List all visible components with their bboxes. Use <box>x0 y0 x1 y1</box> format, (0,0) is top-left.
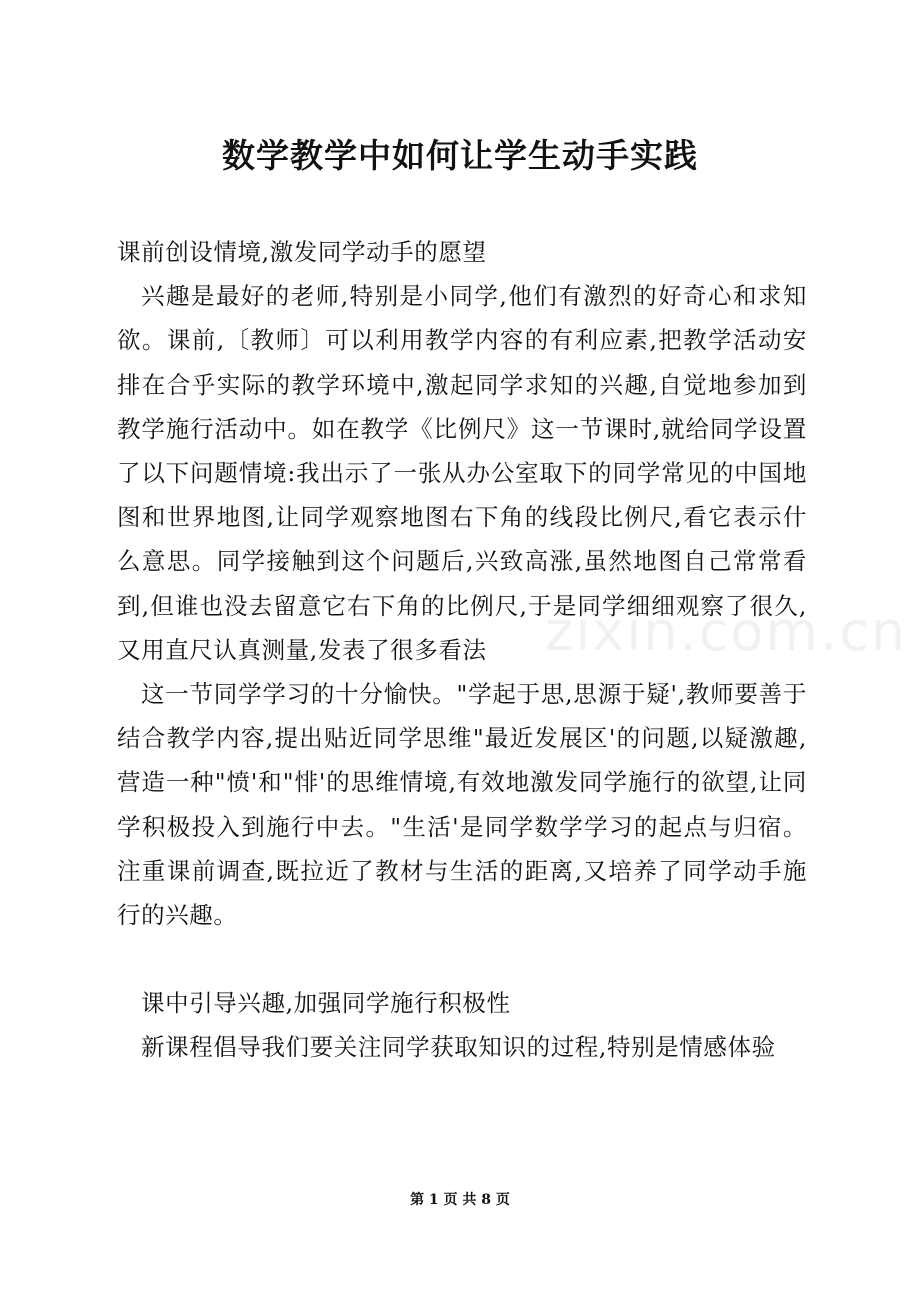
paragraph-spacer <box>117 937 807 981</box>
section-heading-1: 课前创设情境,激发同学动手的愿望 <box>117 238 487 266</box>
page-footer: 第 1 页 共 8 页 <box>410 1192 510 1208</box>
document-title: 数学教学中如何让学生动手实践 <box>222 136 698 175</box>
paragraph-1: 兴趣是最好的老师,特别是小同学,他们有激烈的好奇心和求知欲。课前,〔教师〕可以利用教学内容的有利应素,把教学活动安排在合乎实际的教学环境中,激起同学求知的兴趣,自觉地参加到教学施行活动中。如在教学《比例尺》这一节课时,就给同学设置了以下问题情境:我出示了一张从办公室取下的同学常见的中国地图和世界地图,让同学观察地图右下角的线段比例尺,看它表示什么意思。同学接触到这个问题后,兴致高涨,虽然地图自己常常看到,但谁也没去留意它右下角的比例尺,于是同学细细观察了很久,又用直尺认真测量,发表了很多看法 <box>117 282 807 664</box>
section-heading-2: 课中引导兴趣,加强同学施行积极性 <box>141 989 511 1018</box>
watermark: zixin.com.cn <box>545 600 908 663</box>
paragraph-3: 新课程倡导我们要关注同学获取知识的过程,特别是情感体验 <box>141 1033 776 1062</box>
paragraph-2: 这一节同学学习的十分愉快。"学起于思,思源于疑',教师要善于结合教学内容,提出贴近同学思维"最近发展区'的问题,以疑激趣,营造一种"愤'和"悱'的思维情境,有效地激发同学施行的欲望,让同学积极投入到施行中去。"生活'是同学数学学习的起点与归宿。注重课前调查,既拉近了教材与生活的距离,又培养了同学动手施行的兴趣。 <box>117 680 807 930</box>
